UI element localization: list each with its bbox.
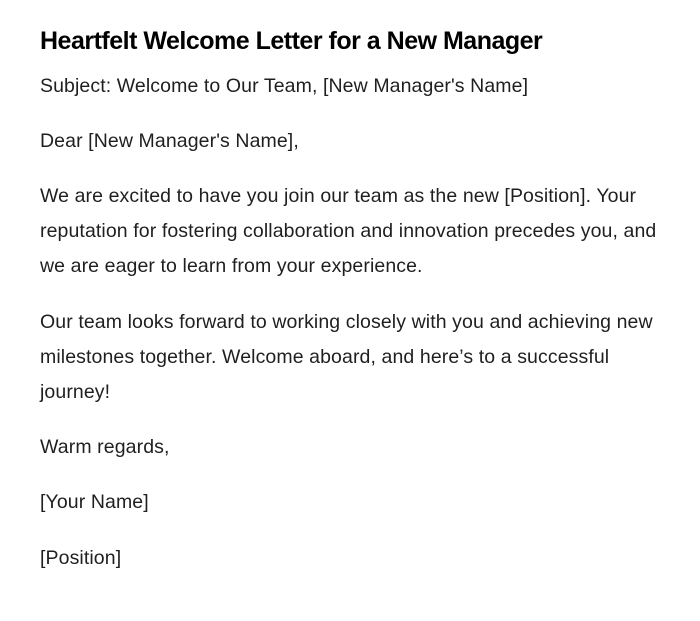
letter-document <box>40 22 660 576</box>
closing-line: Warm regards, <box>40 436 170 458</box>
greeting-line: Dear [New Manager's Name], <box>40 130 299 152</box>
document-title: Heartfelt Welcome Letter for a New Manager <box>40 27 543 55</box>
signature-name: [Your Name] <box>40 491 149 513</box>
subject-line: Subject: Welcome to Our Team, [New Manager's Name] <box>40 75 529 97</box>
body-paragraph-2: Our team looks forward to working closely with you and achieving new milestones together. Welcome aboard, and here’s to a successful journey! <box>40 311 653 403</box>
signature-position: [Position] <box>40 547 122 569</box>
body-paragraph-1: We are excited to have you join our team as the new [Position]. Your reputation for fostering collaboration and innovation precedes you, and we are eager to learn from your experience. <box>40 185 657 277</box>
